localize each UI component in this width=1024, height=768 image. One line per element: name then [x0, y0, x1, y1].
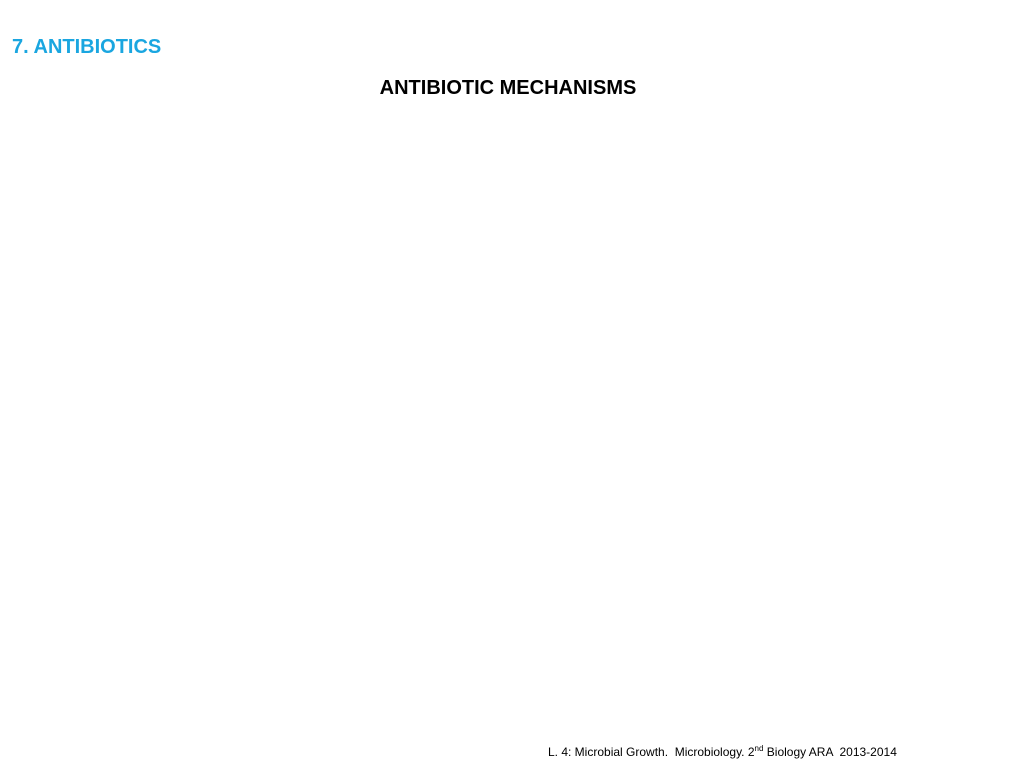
section-heading: 7. ANTIBIOTICS — [12, 36, 162, 58]
slide-footer — [548, 744, 897, 760]
footer-superscript: nd — [754, 744, 764, 753]
footer-text-after: Biology ARA 2013-2014 — [763, 745, 897, 759]
slide-title: ANTIBIOTIC MECHANISMS — [379, 77, 637, 99]
footer-text-before: L. 4: Microbial Growth. Microbiology. 2 — [548, 745, 755, 759]
